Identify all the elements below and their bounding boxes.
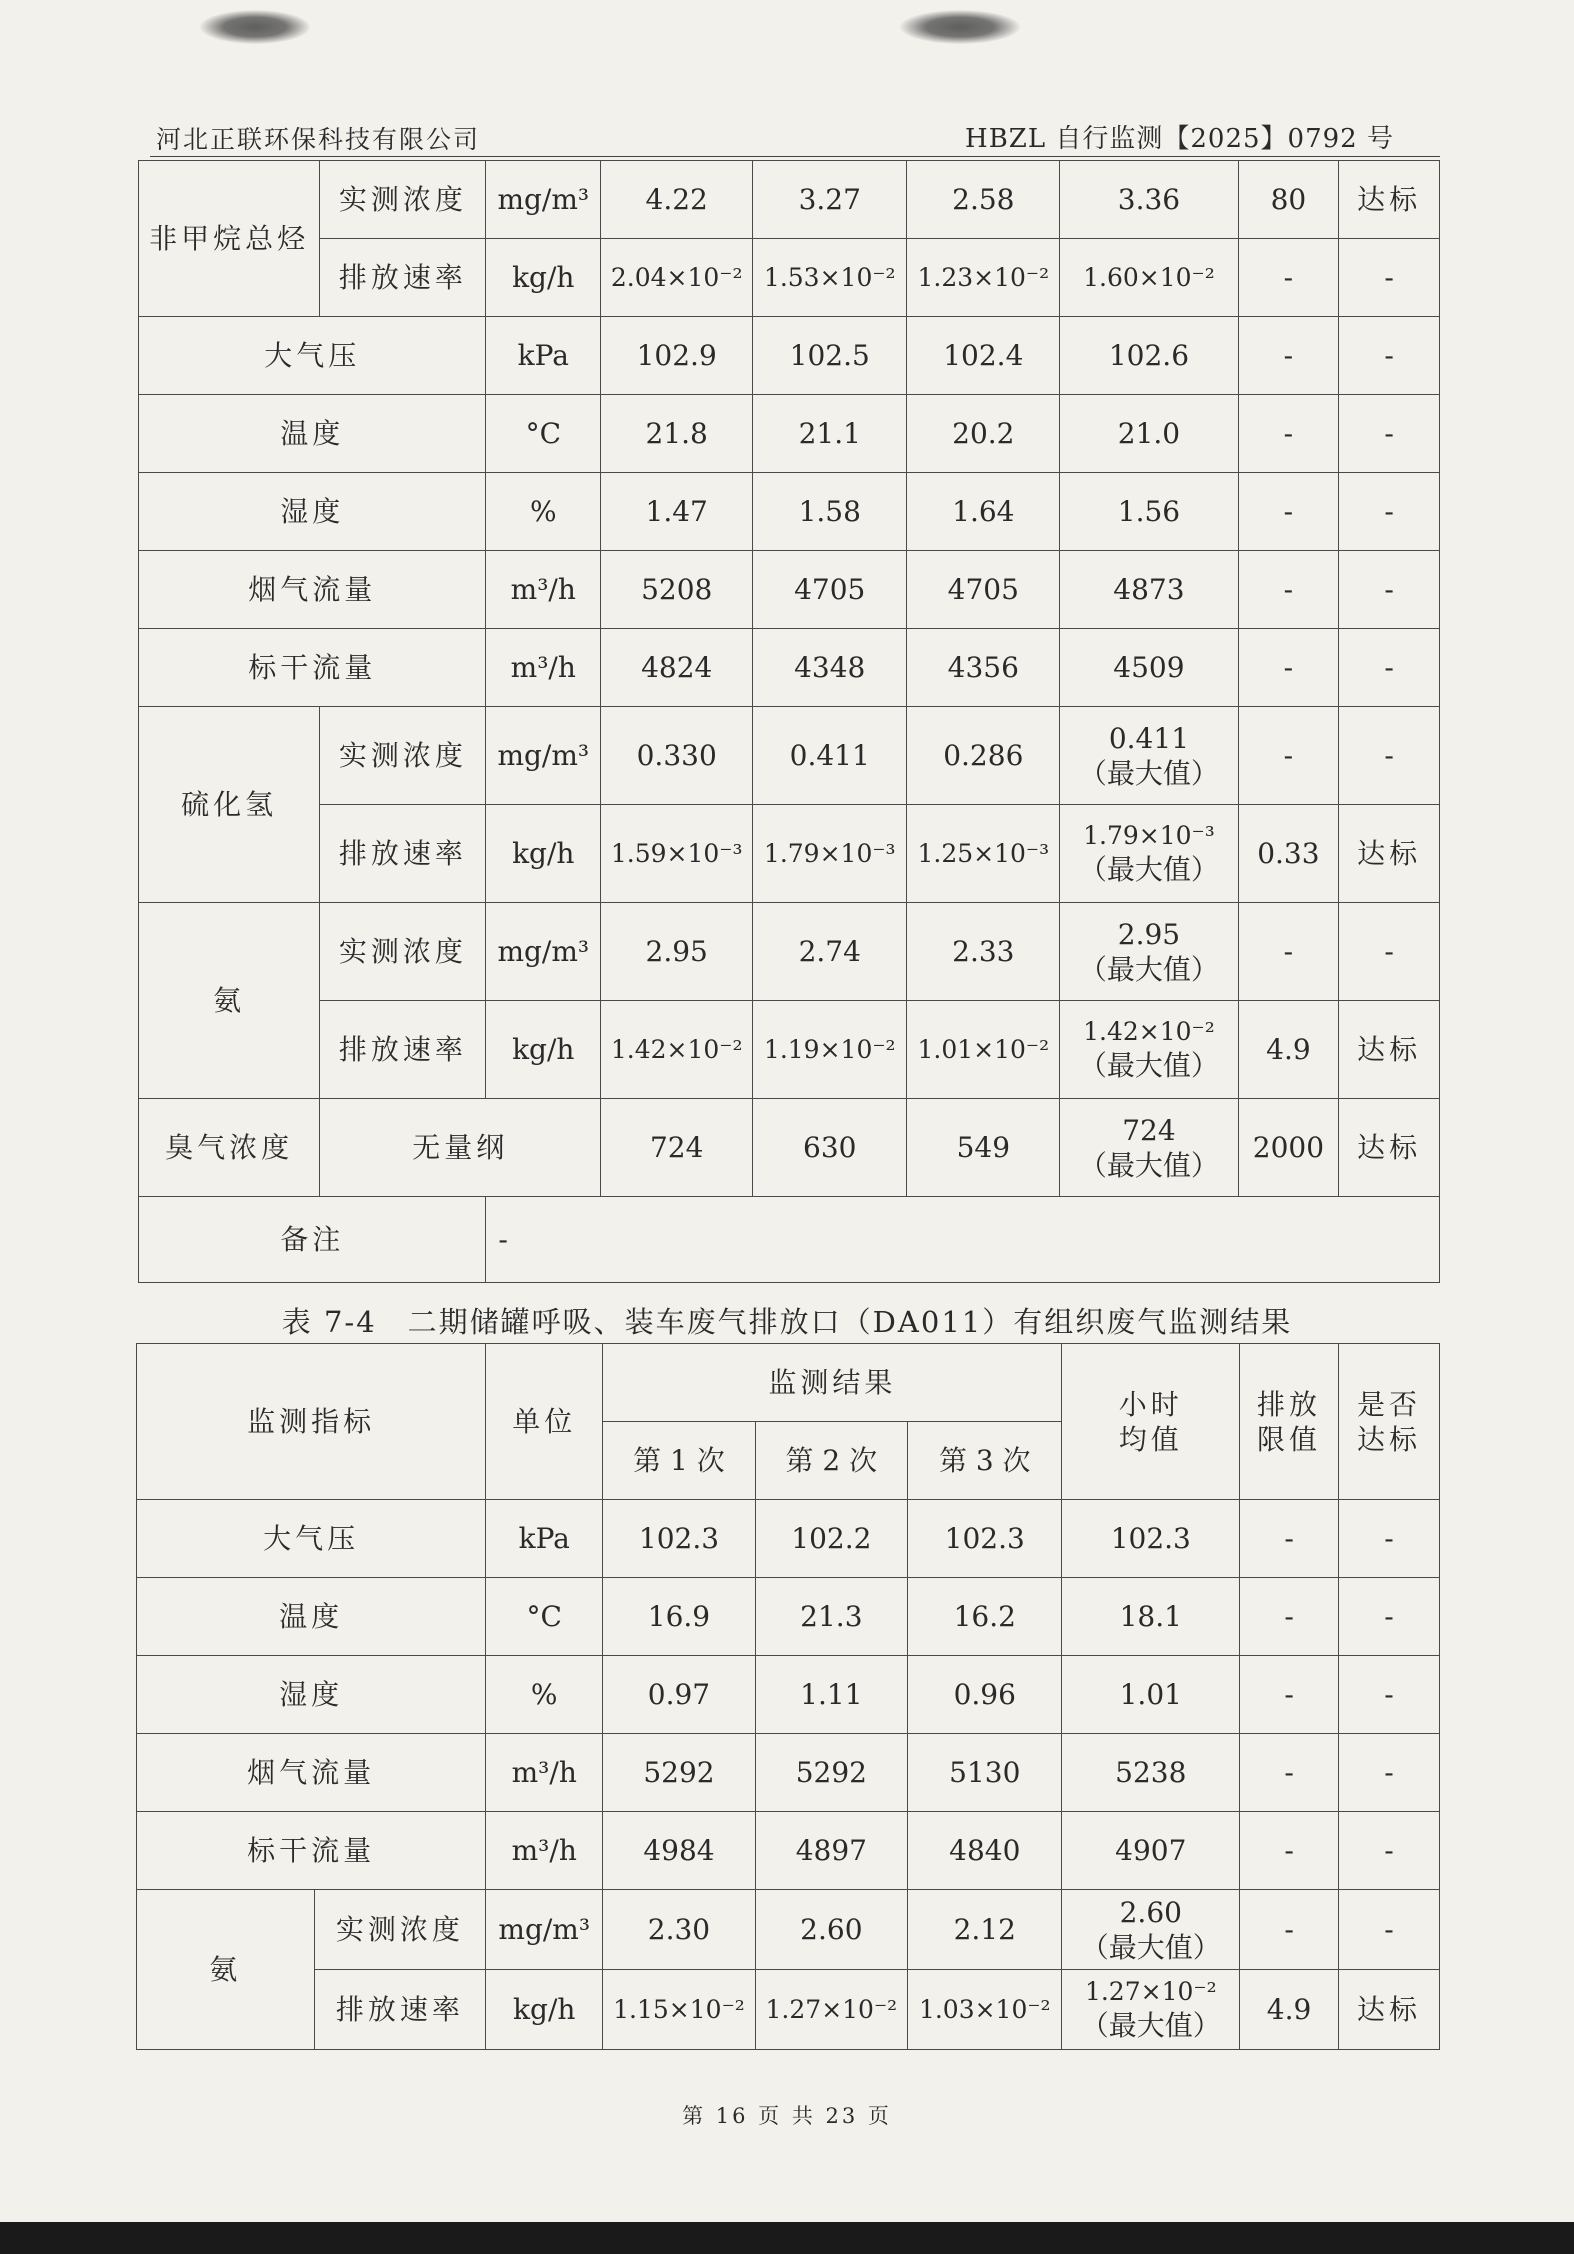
cell-avg: 102.3 <box>1062 1500 1240 1578</box>
cell-limit: - <box>1240 1734 1339 1812</box>
cell-item: 标干流量 <box>139 629 486 707</box>
cell-avg: 5238 <box>1062 1734 1240 1812</box>
scan-mark <box>200 10 310 44</box>
cell-limit: - <box>1238 629 1339 707</box>
table-caption: 表 7-4 二期储罐呼吸、装车废气排放口（DA011）有组织废气监测结果 <box>281 1305 1293 1339</box>
table-row <box>139 317 1440 395</box>
cell-unit: mg/m³ <box>486 161 601 239</box>
cell-unit: °C <box>486 395 601 473</box>
cell-avg <box>1060 707 1238 805</box>
cell-avg: 4873 <box>1060 551 1238 629</box>
cell-limit: - <box>1240 1812 1339 1890</box>
cell-item: 烟气流量 <box>139 551 486 629</box>
cell-unit: m³/h <box>486 551 601 629</box>
cell-value: 724 <box>601 1099 753 1197</box>
group-label: 硫化氢 <box>139 707 320 903</box>
cell-unit: mg/m³ <box>486 707 601 805</box>
cell-value: 1.53×10⁻² <box>753 239 907 317</box>
report-number: HBZL 自行监测【2025】0792 号 <box>965 124 1394 154</box>
cell-value: 1.25×10⁻³ <box>907 805 1060 903</box>
cell-value: 5292 <box>603 1734 755 1812</box>
cell-result: - <box>1339 1734 1440 1812</box>
cell-value: 1.59×10⁻³ <box>601 805 753 903</box>
header-text: 达标 <box>1356 1422 1421 1456</box>
avg-value: 724 <box>1122 1113 1176 1147</box>
cell-avg: 3.36 <box>1060 161 1238 239</box>
table-row <box>137 1812 1440 1890</box>
cell-result: - <box>1339 551 1440 629</box>
cell-value: 4840 <box>908 1812 1062 1890</box>
cell-value: 630 <box>753 1099 907 1197</box>
cell-result: - <box>1339 317 1440 395</box>
cell-value: 102.9 <box>601 317 753 395</box>
cell-avg <box>1060 1001 1238 1099</box>
scan-mark <box>900 10 1020 44</box>
cell-value: 1.47 <box>601 473 753 551</box>
cell-value: 4897 <box>755 1812 907 1890</box>
cell-value: 2.12 <box>908 1890 1062 1970</box>
cell-result: 达标 <box>1339 805 1440 903</box>
avg-note: （最大值） <box>1078 1148 1219 1182</box>
avg-note: （最大值） <box>1078 756 1219 790</box>
cell-avg <box>1060 903 1238 1001</box>
cell-item: 湿度 <box>137 1656 486 1734</box>
cell-value: 16.2 <box>908 1578 1062 1656</box>
cell-value: 4348 <box>753 629 907 707</box>
cell-value: 4705 <box>907 551 1060 629</box>
header-text: 均值 <box>1118 1422 1183 1456</box>
cell-value: 549 <box>907 1099 1060 1197</box>
cell-unit: m³/h <box>486 1734 603 1812</box>
cell-value: 5292 <box>755 1734 907 1812</box>
cell-value: 21.8 <box>601 395 753 473</box>
cell-value: 20.2 <box>907 395 1060 473</box>
cell-value: 0.96 <box>908 1656 1062 1734</box>
cell-value: 102.3 <box>603 1500 755 1578</box>
group-label: 非甲烷总烃 <box>139 161 320 317</box>
avg-value: 1.27×10⁻² <box>1084 1977 1217 2007</box>
cell-avg: 4907 <box>1062 1812 1240 1890</box>
cell-value: 0.97 <box>603 1656 755 1734</box>
cell-item: 实测浓度 <box>320 707 486 805</box>
cell-avg: 102.6 <box>1060 317 1238 395</box>
table-row <box>137 1890 1440 1970</box>
avg-value: 1.79×10⁻³ <box>1083 821 1215 851</box>
header-run: 第 1 次 <box>603 1422 755 1500</box>
cell-value: 4.22 <box>601 161 753 239</box>
header-hour-avg <box>1062 1344 1240 1500</box>
header-text: 是否 <box>1356 1387 1421 1421</box>
cell-value: 2.04×10⁻² <box>601 239 753 317</box>
cell-value: 1.42×10⁻² <box>601 1001 753 1099</box>
cell-value: 5130 <box>908 1734 1062 1812</box>
cell-value: 2.30 <box>603 1890 755 1970</box>
cell-limit: - <box>1238 473 1339 551</box>
cell-unit: % <box>486 1656 603 1734</box>
note-label: 备注 <box>139 1197 486 1283</box>
avg-note: （最大值） <box>1080 2008 1221 2042</box>
cell-avg <box>1062 1890 1240 1970</box>
cell-avg <box>1062 1970 1240 2050</box>
cell-value: 2.33 <box>907 903 1060 1001</box>
cell-value: 4705 <box>753 551 907 629</box>
cell-value: 1.01×10⁻² <box>907 1001 1060 1099</box>
cell-value: 1.27×10⁻² <box>755 1970 907 2050</box>
cell-unit: mg/m³ <box>486 1890 603 1970</box>
cell-item: 大气压 <box>137 1500 486 1578</box>
cell-avg: 21.0 <box>1060 395 1238 473</box>
avg-note: （最大值） <box>1078 952 1219 986</box>
cell-limit: 80 <box>1238 161 1339 239</box>
cell-value: 3.27 <box>753 161 907 239</box>
cell-value: 1.23×10⁻² <box>907 239 1060 317</box>
cell-value: 5208 <box>601 551 753 629</box>
table-row <box>137 1578 1440 1656</box>
cell-item: 排放速率 <box>320 239 486 317</box>
cell-unit: m³/h <box>486 629 601 707</box>
group-label: 氨 <box>139 903 320 1099</box>
table-row <box>139 1197 1440 1283</box>
group-label: 氨 <box>137 1890 315 2050</box>
cell-value: 2.74 <box>753 903 907 1001</box>
cell-limit: - <box>1238 317 1339 395</box>
cell-item: 实测浓度 <box>320 903 486 1001</box>
cell-limit: - <box>1240 1890 1339 1970</box>
cell-value: 1.79×10⁻³ <box>753 805 907 903</box>
header-run: 第 2 次 <box>755 1422 907 1500</box>
avg-note: （最大值） <box>1078 852 1219 886</box>
cell-item: 臭气浓度 <box>139 1099 320 1197</box>
cell-value: 102.2 <box>755 1500 907 1578</box>
cell-value: 21.3 <box>755 1578 907 1656</box>
cell-value: 1.03×10⁻² <box>908 1970 1062 2050</box>
table-row <box>139 805 1440 903</box>
cell-avg: 18.1 <box>1062 1578 1240 1656</box>
table-row <box>137 1734 1440 1812</box>
results-table-continued <box>138 160 1440 1283</box>
cell-result: - <box>1339 395 1440 473</box>
cell-limit: - <box>1238 395 1339 473</box>
avg-value: 2.95 <box>1117 917 1181 951</box>
table-row <box>139 629 1440 707</box>
cell-unit: m³/h <box>486 1812 603 1890</box>
cell-result: - <box>1339 707 1440 805</box>
cell-result: - <box>1339 629 1440 707</box>
header-run: 第 3 次 <box>908 1422 1062 1500</box>
cell-avg: 1.60×10⁻² <box>1060 239 1238 317</box>
cell-item: 湿度 <box>139 473 486 551</box>
header-text: 排放 <box>1257 1387 1322 1421</box>
avg-value: 2.60 <box>1119 1895 1182 1929</box>
cell-item: 温度 <box>137 1578 486 1656</box>
cell-result: - <box>1339 903 1440 1001</box>
cell-unit: 无量纲 <box>320 1099 601 1197</box>
cell-value: 102.5 <box>753 317 907 395</box>
table-row <box>139 1001 1440 1099</box>
header-divider <box>150 156 1440 157</box>
cell-limit: 4.9 <box>1240 1970 1339 2050</box>
avg-value: 1.42×10⁻² <box>1083 1017 1215 1047</box>
cell-result: - <box>1339 1656 1440 1734</box>
cell-value: 1.11 <box>755 1656 907 1734</box>
header-text: 小时 <box>1118 1387 1183 1421</box>
cell-unit: kPa <box>486 317 601 395</box>
cell-unit: mg/m³ <box>486 903 601 1001</box>
header-limit <box>1240 1344 1339 1500</box>
table-row <box>139 707 1440 805</box>
header-pass <box>1339 1344 1440 1500</box>
cell-item: 烟气流量 <box>137 1734 486 1812</box>
cell-value: 0.411 <box>753 707 907 805</box>
cell-result: 达标 <box>1339 1001 1440 1099</box>
cell-value: 21.1 <box>753 395 907 473</box>
cell-item: 温度 <box>139 395 486 473</box>
cell-result: 达标 <box>1339 1099 1440 1197</box>
cell-unit: kg/h <box>486 1001 601 1099</box>
cell-unit: kg/h <box>486 805 601 903</box>
header-unit: 单位 <box>486 1344 603 1500</box>
cell-item: 大气压 <box>139 317 486 395</box>
cell-limit: - <box>1238 707 1339 805</box>
cell-result: - <box>1339 1890 1440 1970</box>
cell-limit: - <box>1238 551 1339 629</box>
table-row <box>137 1970 1440 2050</box>
cell-avg: 4509 <box>1060 629 1238 707</box>
cell-item: 排放速率 <box>320 805 486 903</box>
cell-limit: 2000 <box>1238 1099 1339 1197</box>
avg-value: 0.411 <box>1108 721 1190 755</box>
cell-value: 4356 <box>907 629 1060 707</box>
cell-limit: 4.9 <box>1238 1001 1339 1099</box>
cell-value: 1.64 <box>907 473 1060 551</box>
cell-avg <box>1060 805 1238 903</box>
table-row <box>137 1656 1440 1734</box>
cell-limit: 0.33 <box>1238 805 1339 903</box>
cell-item: 标干流量 <box>137 1812 486 1890</box>
cell-avg <box>1060 1099 1238 1197</box>
table-row <box>139 473 1440 551</box>
cell-item: 实测浓度 <box>320 161 486 239</box>
table-row <box>139 395 1440 473</box>
cell-value: 2.60 <box>755 1890 907 1970</box>
page-number: 第 16 页 共 23 页 <box>682 2104 892 2128</box>
company-name: 河北正联环保科技有限公司 <box>156 125 481 154</box>
cell-result: - <box>1339 1812 1440 1890</box>
cell-unit: kg/h <box>486 239 601 317</box>
cell-limit: - <box>1240 1578 1339 1656</box>
cell-item: 实测浓度 <box>314 1890 486 1970</box>
cell-value: 102.4 <box>907 317 1060 395</box>
table-row <box>139 551 1440 629</box>
cell-limit: - <box>1238 239 1339 317</box>
header-indicator: 监测指标 <box>137 1344 486 1500</box>
cell-result: - <box>1339 239 1440 317</box>
table-row <box>137 1500 1440 1578</box>
cell-result: 达标 <box>1339 161 1440 239</box>
cell-value: 1.15×10⁻² <box>603 1970 755 2050</box>
cell-item: 排放速率 <box>320 1001 486 1099</box>
table-row <box>139 239 1440 317</box>
cell-value: 0.330 <box>601 707 753 805</box>
header-text: 限值 <box>1257 1422 1322 1456</box>
cell-avg: 1.56 <box>1060 473 1238 551</box>
header-results: 监测结果 <box>603 1344 1062 1422</box>
header-row <box>137 1344 1440 1422</box>
cell-limit: - <box>1238 903 1339 1001</box>
cell-value: 102.3 <box>908 1500 1062 1578</box>
cell-value: 4824 <box>601 629 753 707</box>
table-row <box>139 903 1440 1001</box>
cell-value: 1.58 <box>753 473 907 551</box>
cell-item: 排放速率 <box>314 1970 486 2050</box>
cell-value: 2.58 <box>907 161 1060 239</box>
table-row <box>139 161 1440 239</box>
cell-result: - <box>1339 473 1440 551</box>
table-row <box>139 1099 1440 1197</box>
cell-value: 16.9 <box>603 1578 755 1656</box>
cell-limit: - <box>1240 1500 1339 1578</box>
cell-result: - <box>1339 1500 1440 1578</box>
cell-result: 达标 <box>1339 1970 1440 2050</box>
cell-value: 0.286 <box>907 707 1060 805</box>
cell-unit: °C <box>486 1578 603 1656</box>
cell-value: 4984 <box>603 1812 755 1890</box>
cell-unit: kPa <box>486 1500 603 1578</box>
cell-result: - <box>1339 1578 1440 1656</box>
avg-note: （最大值） <box>1078 1048 1219 1082</box>
cell-value: 2.95 <box>601 903 753 1001</box>
note-value: - <box>486 1197 1440 1283</box>
avg-note: （最大值） <box>1080 1930 1221 1964</box>
cell-unit: % <box>486 473 601 551</box>
results-table-da011 <box>136 1343 1440 2050</box>
cell-unit: kg/h <box>486 1970 603 2050</box>
cell-avg: 1.01 <box>1062 1656 1240 1734</box>
cell-value: 1.19×10⁻² <box>753 1001 907 1099</box>
scan-edge <box>0 2222 1574 2254</box>
cell-limit: - <box>1240 1656 1339 1734</box>
